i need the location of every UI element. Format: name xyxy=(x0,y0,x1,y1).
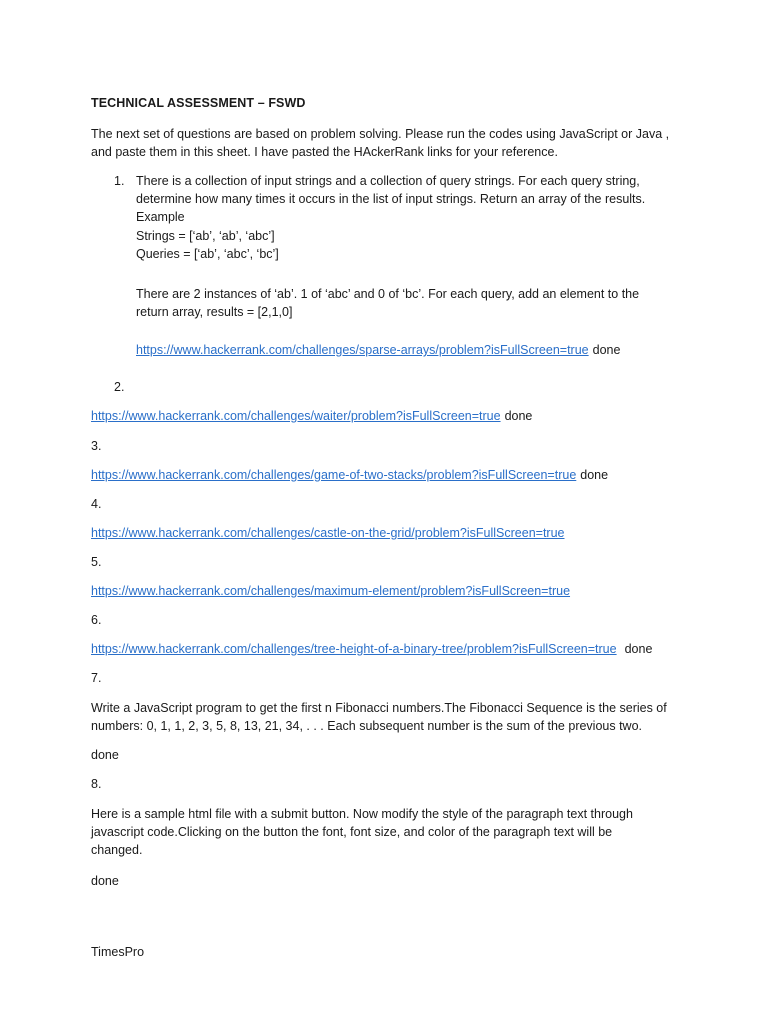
q6-link[interactable]: https://www.hackerrank.com/challenges/tree-height-of-a-binary-tree/problem?isFullScreen=true xyxy=(91,642,617,656)
q2-link-row xyxy=(91,408,532,424)
footer-brand: TimesPro xyxy=(91,945,145,959)
q7-line-2: numbers: 0, 1, 1, 2, 3, 5, 8, 13, 21, 34, . . . Each subsequent number is the sum of the previous two. xyxy=(91,719,643,733)
q1-queries: Queries = [‘ab’, ‘abc’, ‘bc’] xyxy=(136,247,279,261)
q5-number: 5. xyxy=(91,555,102,569)
q8-line-3: changed. xyxy=(91,843,143,857)
q7-line-1: Write a JavaScript program to get the first n Fibonacci numbers.The Fibonacci Sequence is the series of xyxy=(91,701,667,715)
q8-line-1: Here is a sample html file with a submit button. Now modify the style of the paragraph text through xyxy=(91,807,633,821)
document-title: TECHNICAL ASSESSMENT – FSWD xyxy=(91,96,306,110)
q7-number: 7. xyxy=(91,671,102,685)
q1-line-1: There is a collection of input strings and a collection of query strings. For each query string, xyxy=(136,174,640,188)
q8-status: done xyxy=(91,874,119,888)
q5-link-row xyxy=(91,583,570,599)
q3-number: 3. xyxy=(91,439,102,453)
q1-link[interactable]: https://www.hackerrank.com/challenges/sparse-arrays/problem?isFullScreen=true xyxy=(136,343,589,357)
q1-number: 1. xyxy=(114,174,125,188)
q2-link[interactable]: https://www.hackerrank.com/challenges/waiter/problem?isFullScreen=true xyxy=(91,409,501,423)
q4-number: 4. xyxy=(91,497,102,511)
intro-line-2: and paste them in this sheet. I have pasted the HAckerRank links for your reference. xyxy=(91,145,558,159)
q4-link[interactable]: https://www.hackerrank.com/challenges/castle-on-the-grid/problem?isFullScreen=true xyxy=(91,526,565,540)
q8-number: 8. xyxy=(91,777,102,791)
q4-link-row xyxy=(91,525,564,541)
q6-link-row xyxy=(91,641,652,657)
q1-explain-1: There are 2 instances of ‘ab’. 1 of ‘abc’ and 0 of ‘bc’. For each query, add an element to the xyxy=(136,287,640,301)
q2-number: 2. xyxy=(114,380,125,394)
q6-number: 6. xyxy=(91,613,102,627)
q1-link-row xyxy=(136,342,620,358)
q3-link-row xyxy=(91,467,608,483)
q8-line-2: javascript code.Clicking on the button the font, font size, and color of the paragraph text will be xyxy=(91,825,613,839)
q2-status: done xyxy=(504,409,533,423)
q6-status: done xyxy=(624,642,653,656)
q1-strings: Strings = [‘ab’, ‘ab’, ‘abc’] xyxy=(136,229,275,243)
q1-status: done xyxy=(592,343,621,357)
q1-example-label: Example xyxy=(136,210,185,224)
intro-line-1: The next set of questions are based on problem solving. Please run the codes using JavaScript or Java , xyxy=(91,127,670,141)
q1-line-2: determine how many times it occurs in the list of input strings. Return an array of the results. xyxy=(136,192,646,206)
q1-explain-2: return array, results = [2,1,0] xyxy=(136,305,293,319)
q3-status: done xyxy=(580,468,609,482)
q5-link[interactable]: https://www.hackerrank.com/challenges/maximum-element/problem?isFullScreen=true xyxy=(91,584,571,598)
q3-link[interactable]: https://www.hackerrank.com/challenges/game-of-two-stacks/problem?isFullScreen=true xyxy=(91,468,577,482)
q7-status: done xyxy=(91,748,119,762)
